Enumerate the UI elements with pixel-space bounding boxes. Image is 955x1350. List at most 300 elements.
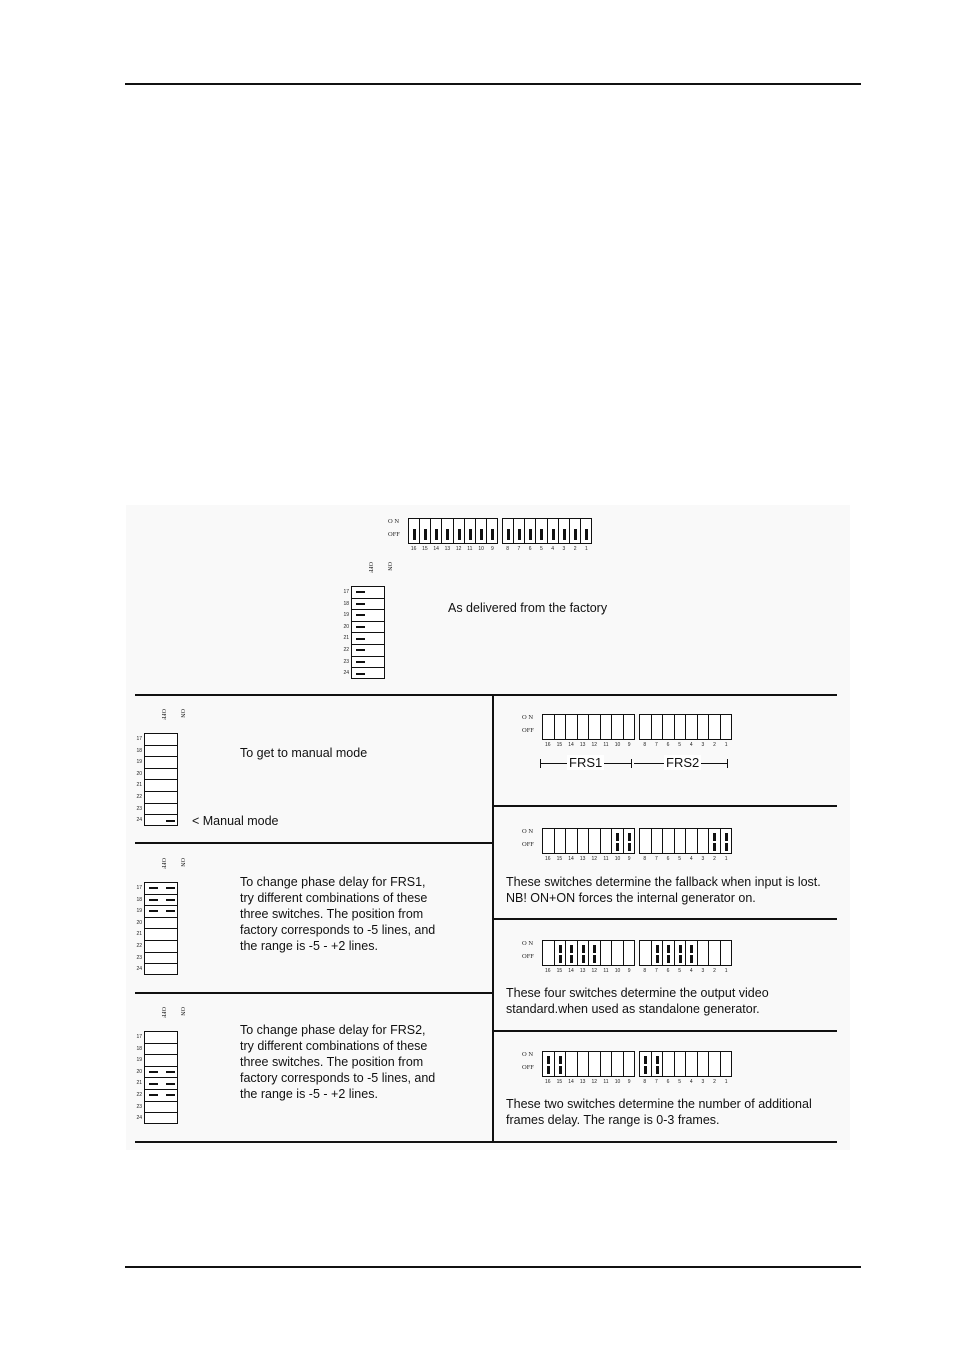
dip-bank [542,940,635,966]
dip-switch-8 [640,941,652,965]
switch-number: 22 [136,1092,142,1098]
switch-number-row [639,856,732,862]
dip-bank [144,1031,178,1124]
text-line: the range is -5 - +2 lines. [240,939,378,953]
dip-switch-16 [543,715,555,739]
dip-switch-20 [145,1067,177,1079]
on-label: O N [522,1051,534,1058]
switch-number: 16 [545,968,551,974]
switch-lever [446,529,449,540]
switch-number-row [502,546,592,552]
switch-lever [166,1083,175,1085]
dip-switch-13 [442,519,453,543]
dip-switch-2 [709,829,721,853]
switch-lever [356,591,365,593]
switch-number: 3 [701,856,705,862]
switch-number: 22 [136,794,142,800]
switch-number: 9 [627,1079,631,1085]
switch-lever [480,529,483,540]
switch-number: 13 [444,546,451,552]
switch-lever [616,833,619,841]
switch-number: 7 [655,856,658,862]
dip-switch-12 [589,1052,601,1076]
dip-switch-1 [721,829,732,853]
dip-switch-10 [612,829,624,853]
dip-switch-19 [145,906,177,918]
switch-lever [725,833,728,841]
switch-number: 3 [701,742,705,748]
dip-switch-18 [145,1044,177,1056]
dip-switch-1 [581,519,591,543]
switch-lever [166,887,175,889]
dip-switch-10 [612,941,624,965]
switch-number: 13 [579,968,586,974]
dip-switch-2 [709,1052,721,1076]
switch-number: 1 [724,742,728,748]
dip-switch-3 [559,519,570,543]
on-label: O N [522,828,534,835]
dip-switch-3 [698,715,710,739]
switch-lever [529,529,532,540]
dip-switch-4 [686,715,698,739]
dip-switch-16 [543,941,555,965]
switch-number: 5 [678,968,682,974]
switch-number: 17 [136,1034,142,1040]
switch-lever [149,887,158,889]
switch-lever [458,529,461,540]
switch-number: 17 [136,736,142,742]
on-off-labels [522,714,542,740]
dip-switch-9 [624,715,635,739]
text-line: To change phase delay for FRS1, [240,875,426,889]
switch-number: 19 [136,759,142,766]
frames-delay-text [506,1096,812,1128]
divider [493,805,837,807]
switch-lever [713,833,716,841]
switch-number: 20 [136,770,142,777]
dip-bank [408,518,498,544]
switch-number: 17 [343,589,349,595]
dip-switch-24 [145,1113,177,1125]
switch-lever [540,529,543,540]
switch-number: 9 [627,856,631,862]
switch-number: 2 [713,856,716,862]
dip-switch-15 [420,519,431,543]
dip-switch-17 [145,734,177,746]
switch-number: 10 [614,856,621,862]
text-line: factory corresponds to -5 lines, and [240,923,436,937]
dip-switch-21 [145,929,177,941]
switch-number: 4 [689,968,693,974]
on-label: O N [522,714,534,721]
dip-switch-19 [352,610,384,622]
on-label: ON [179,709,185,718]
dip-switch-9 [624,941,635,965]
switch-number: 14 [433,546,439,552]
switch-number: 14 [568,856,574,862]
switch-lever [679,955,682,963]
switch-number: 11 [603,968,609,974]
switch-lever [547,1056,550,1064]
switch-lever [656,945,659,953]
switch-number: 2 [713,742,716,748]
on-off-labels [388,518,408,544]
divider [135,842,493,844]
switch-number: 8 [643,742,647,748]
dip-switch-7 [652,941,664,965]
switch-number: 15 [556,856,563,862]
dip-switch-21 [145,780,177,792]
switch-number: 21 [136,782,142,789]
switch-number: 13 [579,742,586,748]
dip-switch-4 [686,1052,698,1076]
switch-lever [469,529,472,540]
switch-number: 15 [556,1079,563,1085]
frs2-text [240,1022,435,1102]
switch-number: 3 [701,1079,705,1085]
dip-switch-11 [601,715,613,739]
switch-number: 12 [591,856,598,862]
switch-lever [356,649,365,651]
dip-switch-15 [555,1052,567,1076]
switch-lever [582,955,585,963]
dip-switch-6 [663,941,675,965]
switch-number: 8 [506,546,510,552]
switch-number: 9 [627,968,631,974]
dip-switch-18 [145,895,177,907]
switch-number: 1 [584,546,588,552]
dip-switch-12 [589,941,601,965]
dip-bank [351,586,385,679]
switch-lever [559,945,562,953]
dip-switch-4 [686,941,698,965]
switch-lever [628,833,631,841]
switch-number: 15 [422,546,428,552]
switch-lever [356,603,365,605]
switch-number: 23 [136,1103,142,1110]
dip-switch-19 [145,1055,177,1067]
switch-number: 21 [343,635,349,642]
dip-switch-2 [570,519,581,543]
switch-lever [424,529,427,540]
dip-switch-2 [709,715,721,739]
video-standard-text [506,985,769,1017]
switch-lever [559,955,562,963]
switch-lever [356,661,365,663]
switch-lever [570,945,573,953]
switch-number: 20 [136,919,142,926]
dip-switch-8 [640,715,652,739]
switch-number-row [639,968,732,974]
switch-lever [690,955,693,963]
switch-number: 23 [136,805,142,812]
switch-number: 24 [136,817,142,824]
dip-switch-11 [465,519,476,543]
text-line: standard.when used as standalone generator. [506,1002,760,1016]
switch-lever [518,529,521,540]
switch-number-row [542,856,635,862]
dip-bank [542,1051,635,1077]
switch-lever [149,1094,158,1096]
switch-number: 10 [614,1079,621,1085]
switch-lever [166,1071,175,1073]
dip-switch-6 [663,1052,675,1076]
dip-switch-22 [145,941,177,953]
frs2-bracket-tick [727,759,728,768]
dip-switch-10 [612,715,624,739]
switch-number: 6 [528,546,532,552]
dip-switch-22 [145,1090,177,1102]
switch-lever [559,1066,562,1074]
switch-number: 5 [678,856,682,862]
switch-number: 24 [136,966,142,973]
dip-switch-5 [536,519,547,543]
switch-number-row [639,1079,732,1085]
switch-number: 11 [603,742,609,748]
switch-number: 3 [701,968,705,974]
off-label: OFF [522,727,534,734]
dip-bank [144,882,178,975]
dip-switch-12 [454,519,465,543]
switch-number: 1 [724,1079,728,1085]
switch-number: 3 [562,546,566,552]
switch-lever [491,529,494,540]
switch-number: 4 [689,856,693,862]
dip-switch-14 [566,941,578,965]
dip-switch-22 [352,645,384,657]
dip-switch-14 [566,715,578,739]
switch-number: 7 [655,742,658,748]
dip-switch-10 [476,519,487,543]
dip-switch-4 [686,829,698,853]
switch-number: 18 [136,896,142,903]
switch-lever [585,529,588,540]
switch-lever [644,1056,647,1064]
switch-number: 23 [136,954,142,961]
switch-number: 8 [643,856,647,862]
dip-switch-23 [145,953,177,965]
dip-switch-17 [145,1032,177,1044]
switch-lever [593,945,596,953]
dip-bank [542,828,635,854]
switch-number: 1 [724,968,728,974]
switch-number: 14 [568,1079,574,1085]
text-line: To change phase delay for FRS2, [240,1023,426,1037]
dip-switch-13 [578,941,590,965]
switch-number: 7 [655,1079,658,1085]
dip-switch-5 [675,941,687,965]
switch-number: 13 [579,856,586,862]
dip-bank [639,828,732,854]
dip-switch-3 [698,829,710,853]
text-line: three switches. The position from [240,907,424,921]
dip-switch-1 [721,941,732,965]
switch-number: 16 [545,856,551,862]
switch-number: 14 [568,968,574,974]
dip-switch-12 [589,829,601,853]
switch-number: 19 [136,1057,142,1064]
dip-switch-5 [675,715,687,739]
on-label: ON [179,858,185,867]
header-rule [125,83,861,85]
switch-number: 12 [591,742,598,748]
switch-number: 5 [678,742,682,748]
manual-note: < Manual mode [192,814,279,828]
switch-lever [356,638,365,640]
dip-switch-2 [709,941,721,965]
dip-switch-20 [145,918,177,930]
dip-switch-1 [721,1052,732,1076]
switch-lever [413,529,416,540]
switch-number: 6 [666,856,670,862]
switch-number: 24 [136,1115,142,1122]
dip-switch-7 [652,1052,664,1076]
switch-number: 21 [136,931,142,938]
switch-number: 4 [689,1079,693,1085]
switch-number: 4 [551,546,555,552]
dip-switch-6 [663,829,675,853]
off-label: OFF [522,841,534,848]
off-label: OFF [522,953,534,960]
text-line: three switches. The position from [240,1055,424,1069]
dip-switch-15 [555,715,567,739]
switch-lever [656,1056,659,1064]
dip-switch-12 [589,715,601,739]
on-off-labels [522,940,542,966]
on-label: ON [386,562,392,571]
switch-number: 23 [343,658,349,665]
off-label: OFF [160,709,166,721]
text-line: try different combinations of these [240,891,428,905]
dip-switch-20 [352,622,384,634]
dip-switch-13 [578,1052,590,1076]
switch-number: 16 [410,546,417,552]
dip-switch-8 [503,519,514,543]
dip-switch-13 [578,829,590,853]
switch-lever [507,529,510,540]
text-line: These four switches determine the output video [506,986,769,1000]
dip-switch-7 [652,829,664,853]
text-line: These switches determine the fallback when input is lost. [506,875,821,889]
dip-switch-11 [601,1052,613,1076]
switch-number: 16 [545,742,551,748]
dip-switch-9 [624,1052,635,1076]
dip-switch-23 [145,1102,177,1114]
switch-lever [435,529,438,540]
switch-lever [574,529,577,540]
switch-number: 11 [603,1079,609,1085]
switch-lever [149,1071,158,1073]
switch-number: 14 [568,742,574,748]
switch-number: 11 [603,856,609,862]
divider [135,694,837,696]
switch-lever [667,955,670,963]
switch-number: 6 [666,1079,670,1085]
switch-lever [149,910,158,912]
dip-switch-7 [652,715,664,739]
switch-lever [552,529,555,540]
switch-number: 16 [545,1079,551,1085]
dip-switch-8 [640,1052,652,1076]
on-off-labels [522,1051,542,1077]
dip-bank [542,714,635,740]
switch-number: 12 [591,968,598,974]
switch-number: 5 [539,546,543,552]
switch-lever [166,910,175,912]
switch-number: 18 [136,1045,142,1052]
switch-number: 9 [490,546,494,552]
off-label: OFF [367,562,373,574]
text-line: These two switches determine the number of additional [506,1097,812,1111]
switch-number: 7 [655,968,658,974]
dip-switch-15 [555,829,567,853]
dip-switch-23 [145,804,177,816]
dip-switch-24 [145,815,177,827]
switch-lever [628,843,631,851]
dip-bank [639,940,732,966]
switch-number: 10 [614,742,621,748]
switch-number: 5 [678,1079,682,1085]
switch-number: 4 [689,742,693,748]
switch-lever [725,843,728,851]
switch-lever [356,626,365,628]
divider [135,1141,837,1143]
dip-bank [502,518,592,544]
switch-lever [149,1083,158,1085]
switch-number: 7 [517,546,521,552]
dip-switch-3 [698,941,710,965]
dip-switch-21 [145,1078,177,1090]
switch-number: 6 [666,742,670,748]
switch-number: 18 [343,600,349,607]
switch-lever [667,945,670,953]
text-line: the range is -5 - +2 lines. [240,1087,378,1101]
switch-number: 20 [136,1068,142,1075]
switch-number: 8 [643,968,647,974]
switch-lever [563,529,566,540]
switch-number: 2 [713,968,716,974]
dip-switch-15 [555,941,567,965]
dip-switch-21 [352,633,384,645]
dip-switch-16 [543,1052,555,1076]
switch-lever [559,1056,562,1064]
frs1-label: FRS1 [569,755,603,770]
switch-lever [547,1066,550,1074]
dip-switch-17 [145,883,177,895]
off-label: OFF [160,1007,166,1019]
switch-number-row [408,546,498,552]
dip-switch-1 [721,715,732,739]
frs1-bracket-tick [540,759,541,768]
switch-number: 10 [478,546,484,552]
frs1-bracket-tick [631,759,632,768]
switch-number-row [542,968,635,974]
dip-switch-4 [548,519,559,543]
switch-lever [166,820,175,822]
switch-number: 13 [579,1079,586,1085]
off-label: OFF [160,858,166,870]
dip-switch-10 [612,1052,624,1076]
off-label: OFF [522,1064,534,1071]
frs2-label: FRS2 [666,755,700,770]
switch-lever [656,1066,659,1074]
dip-switch-22 [145,792,177,804]
dip-switch-23 [352,657,384,669]
switch-number: 8 [643,1079,647,1085]
frs1-text [240,874,435,954]
dip-switch-17 [352,587,384,599]
switch-lever [356,614,365,616]
